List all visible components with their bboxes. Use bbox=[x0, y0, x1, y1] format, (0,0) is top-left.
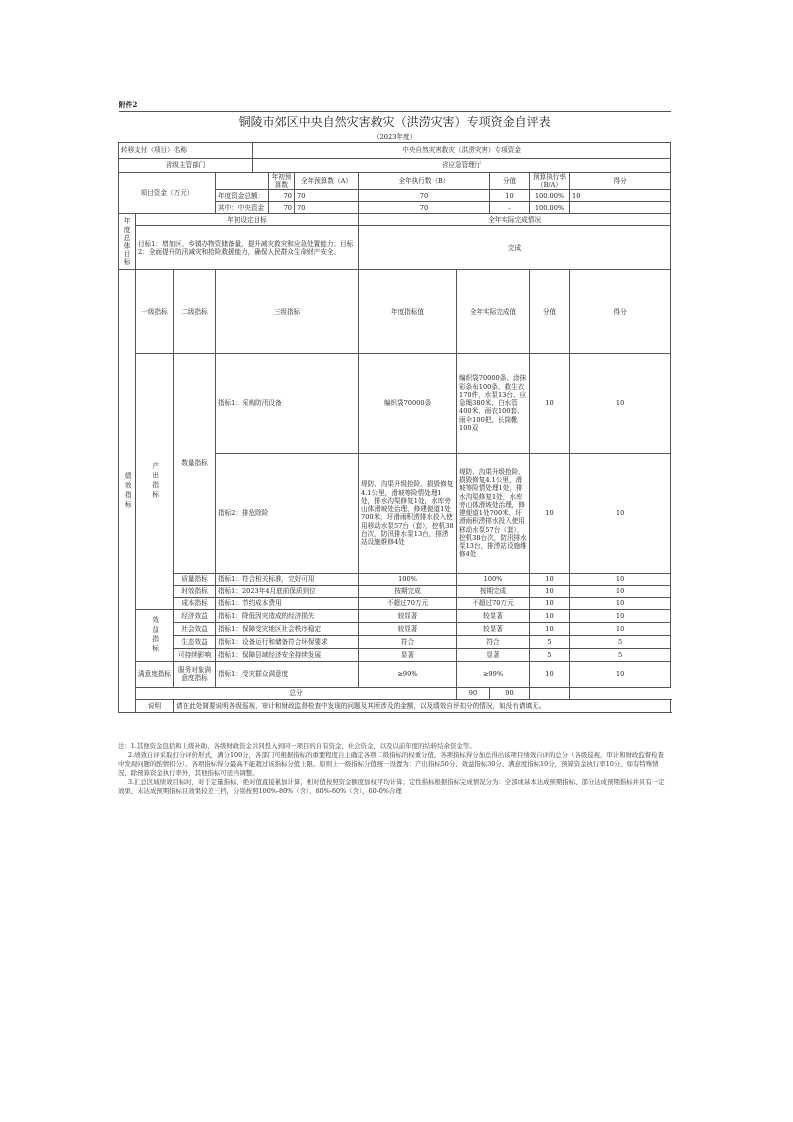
q2-got: 10 bbox=[570, 453, 671, 573]
funds-row-total-rate: 100.00% bbox=[530, 190, 570, 202]
time-score: 10 bbox=[530, 585, 570, 597]
q2-actual: 堤防、沟渠升级抢险、损毁修复4.1公里，滑坡等险情处理1处，排水沟渠修复1处，水库旁山体滑坡处治理，修建便道1处700米，圩滑雨积涝排水投入使用移动水泵57台（套），挖机38台次，防汛排水泵13台，排涝站设施维修4处 bbox=[457, 453, 530, 573]
funds-row-total-got: 10 bbox=[570, 190, 671, 202]
social-target: 较显著 bbox=[359, 622, 457, 635]
total-score: 90 bbox=[457, 687, 490, 699]
cost-target: 不超过70万元 bbox=[359, 597, 457, 609]
sustain-got: 5 bbox=[570, 648, 671, 661]
q1-got: 10 bbox=[570, 353, 671, 453]
funds-header-exec: 全年执行数（B） bbox=[359, 173, 490, 190]
explain-label: 说明 bbox=[136, 699, 174, 712]
time-target: 按期完成 bbox=[359, 585, 457, 597]
eco-cat: 生态效益 bbox=[174, 635, 216, 648]
econ-actual: 较显著 bbox=[457, 609, 530, 622]
form-title: 铜陵市郊区中央自然灾害救灾（洪涝灾害）专项资金自评表 bbox=[119, 112, 671, 133]
quality-name: 指标1：符合相关标准，完好可用 bbox=[216, 573, 359, 585]
project-label: 转移支付（项目）名称 bbox=[119, 143, 253, 159]
attachment-label: 附件2 bbox=[118, 100, 138, 110]
dept-label: 省级主管部门 bbox=[119, 159, 253, 173]
funds-header-got: 得分 bbox=[570, 173, 671, 190]
quantity-label: 数量指标 bbox=[174, 353, 216, 573]
note-2: 2.绩效自评采取打分评价形式，满分100分，各部门可根据指标的重要程度自主确定各项二级指标的权重分值，各项指标得分加总得出该项目绩效自评的总分（各级巡视、审计和财政监督检查中发现问题的酌情扣分）。各项指标得分最高不能超过该指标分值上限。原则上一级指标分值统一设置为：产出指标50分、效益指标30分、满意度指标10分，预算资金执行率10分。如有特殊情况，除预算资金执行率外，其他指标可适当调整。 bbox=[118, 751, 664, 778]
q2-name: 指标2：排危除险 bbox=[216, 453, 359, 573]
cost-got: 10 bbox=[570, 597, 671, 609]
funds-header-annual: 全年预算数（A） bbox=[295, 173, 359, 190]
footnotes bbox=[118, 742, 670, 797]
time-name: 指标1：2023年4月底前保质到位 bbox=[216, 585, 359, 597]
perf-header-actual: 全年实际完成值 bbox=[457, 270, 530, 353]
eco-score: 5 bbox=[530, 635, 570, 648]
quality-got: 10 bbox=[570, 573, 671, 585]
quality-cat: 质量指标 bbox=[174, 573, 216, 585]
funds-row-central-name: 其中：中央资金 bbox=[216, 202, 269, 214]
evaluation-table bbox=[118, 100, 671, 713]
econ-got: 10 bbox=[570, 609, 671, 622]
project-value: 中央自然灾害救灾（洪涝灾害）专项资金 bbox=[253, 143, 671, 159]
goals-done-text: 完成 bbox=[359, 226, 671, 270]
sustain-cat: 可持续影响 bbox=[174, 648, 216, 661]
sustain-name: 指标1：保障县域经济安全持续发展 bbox=[216, 648, 359, 661]
quality-score: 10 bbox=[530, 573, 570, 585]
econ-cat: 经济效益 bbox=[174, 609, 216, 622]
eco-name: 指标1：设备运行和储备符合环保要求 bbox=[216, 635, 359, 648]
social-got: 10 bbox=[570, 622, 671, 635]
satis-target: ≥99% bbox=[359, 661, 457, 687]
explain-text: 请在此处简要说明各级巡视、审计和财政监督检查中发现的问题及其所涉及的金额，以及绩效自评扣分的情况，如没有请填无。 bbox=[174, 699, 671, 712]
q1-actual: 编织袋70000条、涂抹彩条布100条、救生衣170件，水泵13台、应急绳380米、白水管400米、雨衣100套、雨伞100把、长筒靴100双 bbox=[457, 353, 530, 453]
total-got: 90 bbox=[490, 687, 530, 699]
output-label: 产出指标 bbox=[136, 353, 174, 609]
satis-cat: 服务对象满意度指标 bbox=[174, 661, 216, 687]
q1-target: 编织袋70000条 bbox=[359, 353, 457, 453]
eco-actual: 符合 bbox=[457, 635, 530, 648]
q2-score: 10 bbox=[530, 453, 570, 573]
perf-header-target: 年度指标值 bbox=[359, 270, 457, 353]
sustain-score: 5 bbox=[530, 648, 570, 661]
funds-row-central-score: - bbox=[490, 202, 530, 214]
perf-label: 绩效指标 bbox=[119, 270, 136, 712]
funds-row-total-exec: 70 bbox=[359, 190, 490, 202]
note-1: 注：1.其他资金包括和上级补助、各级财政资金共同投入到同一项目的自有资金、社会资金，以及以前年度的结转结余资金等。 bbox=[118, 742, 476, 750]
dept-value: 省应急管理厅 bbox=[253, 159, 671, 173]
benefit-label: 效益指标 bbox=[136, 609, 174, 661]
note-3: 3.汇总区域绩效目标时，对于定量指标，绝对值直接累加计算，相对值按照资金额度加权平均计算；定性指标根据指标完成情况分为：全部或基本达成预期指标、部分达成预期指标并具有一定效果、未达成预期指标且效果较差三档，分别按照100%-80%（含）、80%-60%（含）、60-0%合理 bbox=[118, 778, 665, 796]
funds-row-total-budget: 70 bbox=[269, 190, 295, 202]
goals-set-header: 年初设定目标 bbox=[136, 214, 359, 226]
funds-row-central-got bbox=[570, 202, 671, 214]
econ-name: 指标1：降低因灾造成的经济损失 bbox=[216, 609, 359, 622]
econ-target: 较显著 bbox=[359, 609, 457, 622]
funds-row-central-exec: 70 bbox=[359, 202, 490, 214]
satisfaction-label: 满意度指标 bbox=[136, 661, 174, 687]
funds-row-central-budget: 70 bbox=[269, 202, 295, 214]
goals-set-text: 目标1：增加区、乡镇办物资储备量，提升减灾救灾和应急处置能力；目标2：全面提升防汛减灾和抢险救援能力，确保人民群众生命财产安全。 bbox=[136, 226, 359, 270]
perf-header-score: 分值 bbox=[530, 270, 570, 353]
total-label: 总分 bbox=[136, 687, 457, 699]
funds-row-total-name: 年度资金总额： bbox=[216, 190, 269, 202]
cost-cat: 成本指标 bbox=[174, 597, 216, 609]
satis-score: 10 bbox=[530, 661, 570, 687]
perf-header-level3: 三级指标 bbox=[216, 270, 359, 353]
funds-row-central-rate: 100.00% bbox=[530, 202, 570, 214]
satis-name: 指标1：受灾群众满意度 bbox=[216, 661, 359, 687]
quality-target: 100% bbox=[359, 573, 457, 585]
perf-header-level1: 一级指标 bbox=[136, 270, 174, 353]
cost-name: 指标1：节约成本费用 bbox=[216, 597, 359, 609]
time-got: 10 bbox=[570, 585, 671, 597]
form-year: （2023年度） bbox=[119, 132, 671, 143]
perf-header-level2: 二级指标 bbox=[174, 270, 216, 353]
funds-header-rate: 预算执行率（B/A） bbox=[530, 173, 570, 190]
cost-score: 10 bbox=[530, 597, 570, 609]
social-cat: 社会效益 bbox=[174, 622, 216, 635]
perf-header-got: 得分 bbox=[570, 270, 671, 353]
total-reason bbox=[530, 687, 570, 699]
funds-row-total-score: 10 bbox=[490, 190, 530, 202]
funds-header-score: 分值 bbox=[490, 173, 530, 190]
time-actual: 按期完成 bbox=[457, 585, 530, 597]
cost-actual: 不超过70万元 bbox=[457, 597, 530, 609]
eco-got: 5 bbox=[570, 635, 671, 648]
time-cat: 时效指标 bbox=[174, 585, 216, 597]
self-evaluation-form bbox=[118, 100, 670, 785]
goals-done-header: 全年实际完成情况 bbox=[359, 214, 671, 226]
sustain-target: 显著 bbox=[359, 648, 457, 661]
eco-target: 符合 bbox=[359, 635, 457, 648]
q1-score: 10 bbox=[530, 353, 570, 453]
sustain-actual: 显著 bbox=[457, 648, 530, 661]
quality-actual: 100% bbox=[457, 573, 530, 585]
social-name: 指标1：保障受灾地区社会秩序稳定 bbox=[216, 622, 359, 635]
econ-score: 10 bbox=[530, 609, 570, 622]
q2-target: 堤防、沟渠升级抢险、损毁修复4.1公里，滑坡等险情处理1处，排水沟渠修复1处，水库旁山体滑坡处治理，修建便道1处700米，圩滑雨积涝排水投入使用移动水泵57台（套），挖机38台次，防汛排水泵13台，排涝站设施维修4处 bbox=[359, 453, 457, 573]
satis-actual: ≥99% bbox=[457, 661, 530, 687]
satis-got: 10 bbox=[570, 661, 671, 687]
funds-row-central-annual: 70 bbox=[295, 202, 359, 214]
social-actual: 较显著 bbox=[457, 622, 530, 635]
funds-label: 项目资金（万元） bbox=[119, 173, 216, 214]
q1-name: 指标1：采购防汛设备 bbox=[216, 353, 359, 453]
funds-row-total-annual: 70 bbox=[295, 190, 359, 202]
social-score: 10 bbox=[530, 622, 570, 635]
funds-header-budget: 年初预算数 bbox=[269, 173, 295, 190]
goals-label: 年度总体目标 bbox=[119, 214, 136, 270]
